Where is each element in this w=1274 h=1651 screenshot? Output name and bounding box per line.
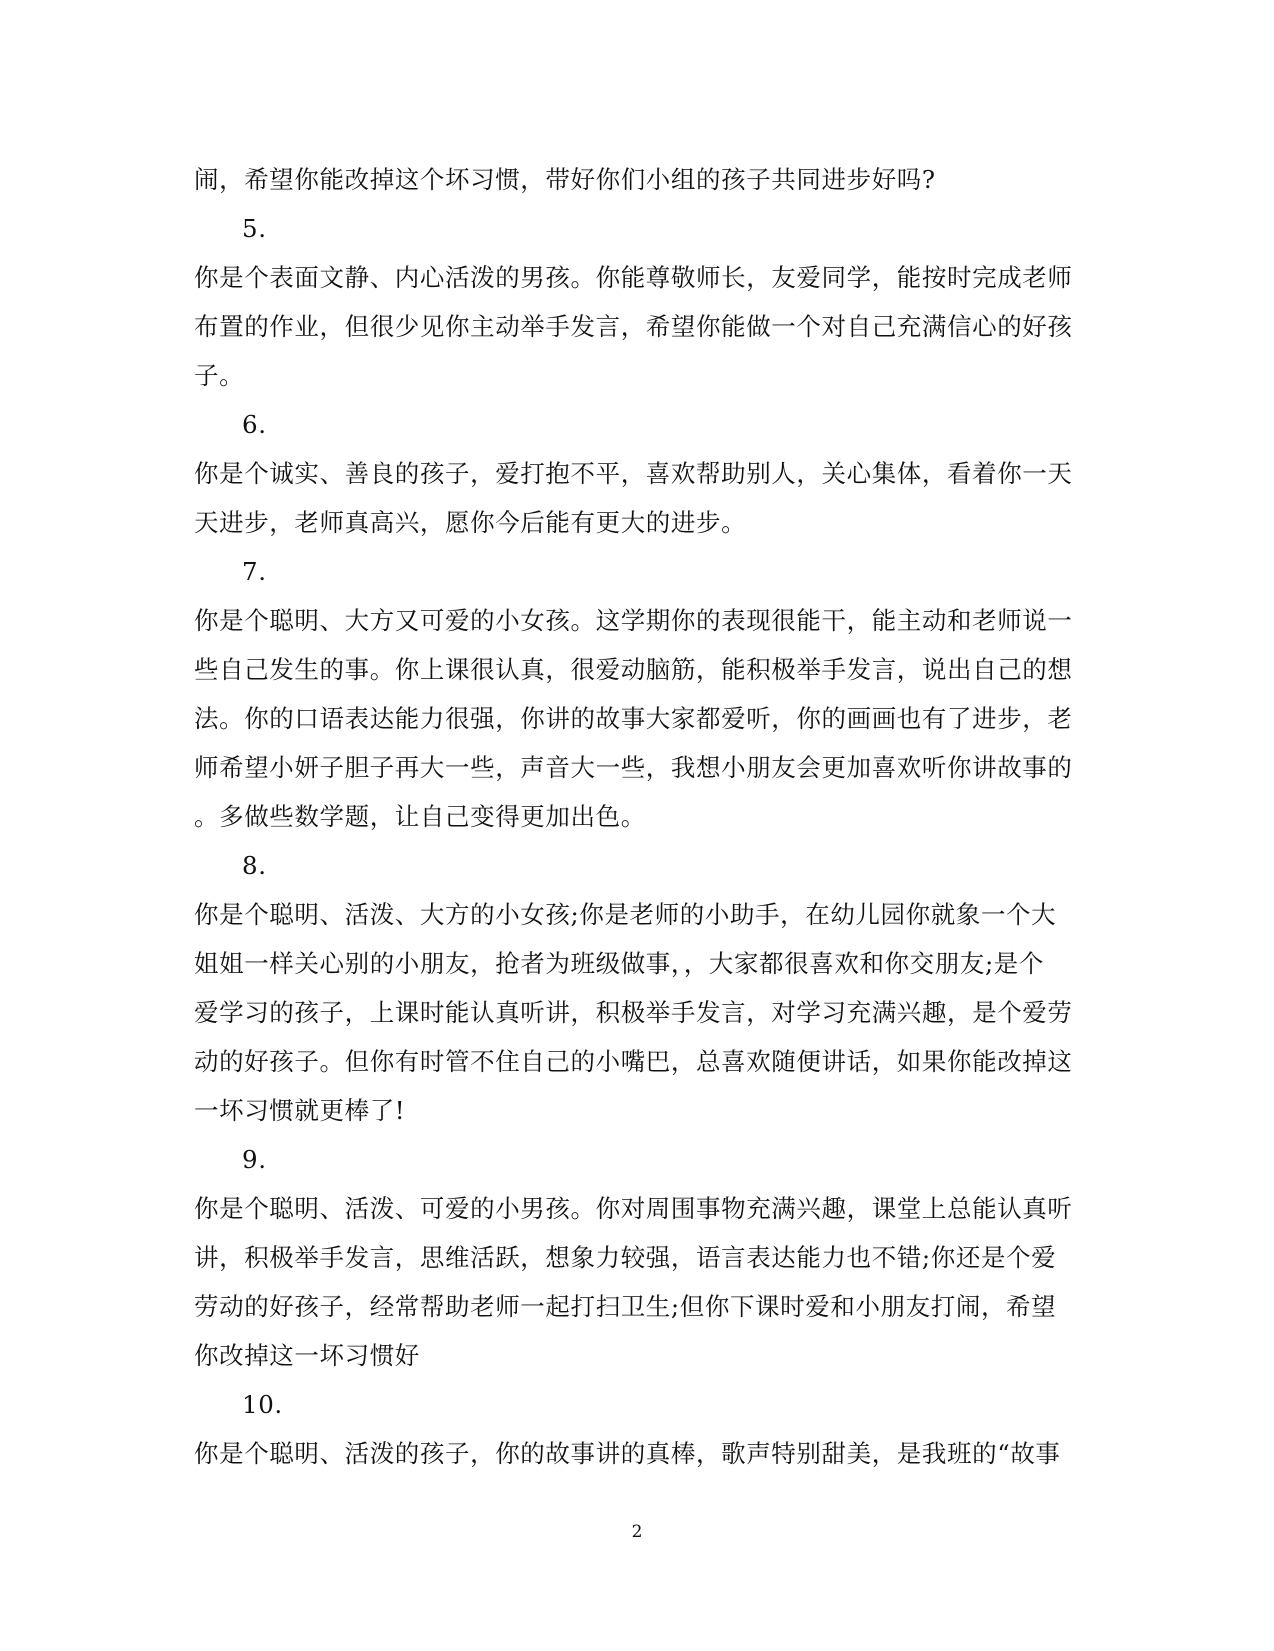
text-line: 劳动的好孩子，经常帮助老师一起打扫卫生;但你下课时爱和小朋友打闹，希望 — [194, 1292, 1057, 1321]
text-line: 讲，积极举手发言，思维活跃，想象力较强，语言表达能力也不错;你还是个爱 — [194, 1243, 1057, 1272]
item-number: 5. — [242, 214, 267, 243]
text-line: 些自己发生的事。你上课很认真，很爱动脑筋，能积极举手发言，说出自己的想 — [194, 655, 1073, 684]
item-number: 7. — [242, 557, 267, 586]
text-line: 布置的作业，但很少见你主动举手发言，希望你能做一个对自己充满信心的好孩 — [194, 312, 1073, 341]
text-line: 。多做些数学题，让自己变得更加出色。 — [194, 802, 646, 831]
text-line: 动的好孩子。但你有时管不住自己的小嘴巴，总喜欢随便讲话，如果你能改掉这 — [194, 1047, 1073, 1076]
text-line: 一坏习惯就更棒了! — [194, 1096, 406, 1125]
text-line: 子。 — [194, 361, 245, 390]
text-line: 天进步，老师真高兴，愿你今后能有更大的进步。 — [194, 508, 747, 537]
document-body — [194, 155, 1074, 1478]
item-number: 8. — [242, 851, 267, 880]
text-line: 姐姐一样关心别的小朋友，抢者为班级做事，，大家都很喜欢和你交朋友;是个 — [194, 949, 1045, 978]
text-line: 闹，希望你能改掉这个坏习惯，带好你们小组的孩子共同进步好吗? — [194, 165, 936, 194]
page-number: 2 — [631, 1522, 643, 1542]
text-line: 爱学习的孩子，上课时能认真听讲，积极举手发言，对学习充满兴趣，是个爱劳 — [194, 998, 1073, 1027]
text-line: 师希望小妍子胆子再大一些，声音大一些，我想小朋友会更加喜欢听你讲故事的 — [194, 753, 1073, 782]
text-line: 你改掉这一坏习惯好 — [194, 1341, 420, 1370]
item-number: 6. — [242, 410, 267, 439]
text-line: 你是个聪明、活泼、大方的小女孩;你是老师的小助手，在幼儿园你就象一个大 — [194, 900, 1057, 929]
text-line: 你是个表面文静、内心活泼的男孩。你能尊敬师长，友爱同学，能按时完成老师 — [194, 263, 1073, 292]
item-number: 10. — [242, 1390, 283, 1419]
text-line: 你是个聪明、活泼、可爱的小男孩。你对周围事物充满兴趣，课堂上总能认真听 — [194, 1194, 1073, 1223]
text-line: 你是个聪明、大方又可爱的小女孩。这学期你的表现很能干，能主动和老师说一 — [194, 606, 1073, 635]
item-number: 9. — [242, 1145, 267, 1174]
text-line: 法。你的口语表达能力很强，你讲的故事大家都爱听，你的画画也有了进步，老 — [194, 704, 1073, 733]
text-line: 你是个诚实、善良的孩子，爱打抱不平，喜欢帮助别人，关心集体，看着你一天 — [194, 459, 1073, 488]
text-line: 你是个聪明、活泼的孩子，你的故事讲的真棒，歌声特别甜美，是我班的“故事 — [194, 1439, 1061, 1468]
